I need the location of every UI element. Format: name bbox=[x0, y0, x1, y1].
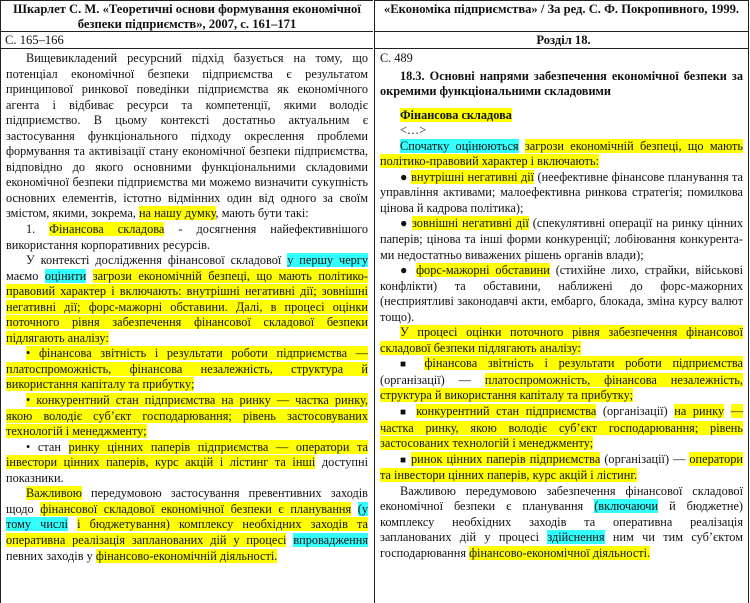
highlight-cyan: Спочатку оцінюються bbox=[400, 138, 519, 153]
bullet-square-icon: ■ bbox=[400, 359, 414, 371]
right-column bbox=[374, 0, 749, 603]
right-square-1: ■ фінансова звітність і результати роботи підприємства (організації) — платоспроможність, фінансова незалежність, структура й використання капіталу та прибутку; bbox=[380, 356, 743, 403]
right-page-ref: С. 489 bbox=[380, 51, 413, 65]
right-bullet-3: ● форс-мажорні обставини (стихійне лихо, страйки, військові конфлікти) та обставини, наближені до форс-мажорних (несприятливі законодавчі акти, ембарго, блокада, зміна курсу валют тощо). bbox=[380, 263, 743, 324]
highlight: Фінансова складова bbox=[49, 222, 165, 237]
highlight-cyan: (у тому числі bbox=[6, 501, 368, 532]
right-subsection-title: 18.3. Основні напрями забезпечення економічної безпеки за окремими функціональними складовими bbox=[380, 68, 743, 99]
right-square-2: ■ конкурентний стан підприємства (організації) на ринку — частка ринку, якою володіє суб’єкт господарювання; рівень застосованих технологій і менеджменту; bbox=[380, 404, 744, 451]
left-bullet-3: • стан ринку цінних паперів підприємства — оператори та інвестори цінних паперів, курс акцій і лістинг та інші доступні показники. bbox=[6, 439, 369, 485]
left-bullet-1: • фінансова звітність і результати роботи підприємства — платоспроможність, фінансова незалежність, структура й використання капіталу та прибутку; bbox=[6, 346, 368, 392]
left-paragraph-3: Важливою передумовою застосування превентивних заходів щодо фінансової складової економічної безпеки є планування (у тому числі і бюджетування) комплексу необхідних заходів та оперативна реалізація запланованих дій у процесі впровадження певних заходів у фінансово-економічній діяльності. bbox=[6, 486, 368, 563]
bullet-square-icon: ■ bbox=[400, 407, 410, 419]
left-column bbox=[0, 0, 373, 603]
left-paragraph-1: Вищевикладений ресурсний підхід базується на тому, що потенціал економічної безпеки підприємства є результатом принципової ринкової поведінки підприємства як економічного агента і відбиває ресурси та компетенції, якими володіє підприємство. В цьому контексті достатньо актуальним є застосування функціонального підходу окреслення проблеми формування та активізації стану економічної безпеки підприємства, відповідно до якого основними функціональними складовими економічної безпеки підприємства ми можемо визначити сукупність основних елементів, істотно відмінних один від одного за своїм змістом, якими, зокрема, на нашу думку, мають бути такі: bbox=[6, 51, 368, 221]
highlight-cyan: (включаючи bbox=[594, 499, 659, 514]
right-paragraph-3: Важливою передумовою забезпечення фінансової складової економічної безпеки є планування (включаючи й бюджетне) комплексу необхідних заходів та оперативна реалізація запланованих дій у процесі здійснення ним чи тим суб’єктом господарювання фінансово-економічної діяльності. bbox=[380, 483, 744, 560]
left-page-ref: С. 165–166 bbox=[1, 32, 373, 49]
highlight-cyan: оцінити bbox=[44, 268, 87, 283]
bullet-dot-icon: ● bbox=[400, 169, 408, 184]
right-ellipsis: <…> bbox=[400, 123, 427, 138]
left-source-header: Шкарлет С. М. «Теоретичні основи формування економічної безпеки підприємств», 2007, с. 161–171 bbox=[1, 0, 373, 32]
bullet-dot-icon: ● bbox=[400, 216, 409, 231]
highlight: загрози економічній безпеці, що мають політико-правовий характер і включають: bbox=[380, 138, 743, 169]
left-item-1: 1. Фінансова складова - досягнення найефективнішого використання корпоративних ресурсів. bbox=[6, 222, 369, 252]
right-bullet-2: ● зовнішні негативні дії (спекулятивні операції на ринку цінних паперів; цінова та інші форми конкуренції; лобіювання конкурента-ми недостатньо виважених рішень органів влади); bbox=[380, 216, 743, 262]
right-section-ref: Розділ 18. bbox=[375, 32, 748, 49]
highlight-cyan: впровадження bbox=[293, 532, 368, 547]
right-fin-title: Фінансова складова bbox=[400, 107, 512, 122]
highlight: ринку цінних паперів підприємства — оператори та інвестори цінних паперів, курс акцій і лістинг та інші bbox=[6, 439, 369, 470]
right-bullet-1: ● внутрішні негативні дії (неефективне фінансове планування та управління активами; малоефективна ринкова стратегія; помилкова цінова й кадрова політика); bbox=[380, 169, 744, 215]
highlight: на нашу думку bbox=[138, 206, 216, 221]
left-body bbox=[1, 49, 373, 564]
highlight-cyan: у першу чергу bbox=[287, 253, 368, 268]
right-body bbox=[375, 49, 748, 562]
left-paragraph-2: У контексті дослідження фінансової складової у першу чергу маємо оцінити загрози економічній безпеці, що мають політико-правовий характер і включають: внутрішні негативні дії; зовнішні негативні дії; форс-мажорні обставини. Далі, в процесі оцінки поточного рівня забезпечення фінансової складової безпеки підлягають аналізу: bbox=[6, 253, 369, 345]
bullet-dot-icon: ● bbox=[400, 263, 411, 278]
right-source-header: «Економіка підприємства» / За ред. С. Ф. Покропивного, 1999. bbox=[375, 0, 748, 32]
bullet-square-icon: ■ bbox=[400, 454, 407, 466]
left-bullet-2: • конкурентний стан підприємства на ринку — частка ринку, якою володіє суб’єкт господарювання; рівень застосовуваних технологій і менеджменту; bbox=[6, 393, 368, 439]
right-paragraph-1 bbox=[380, 139, 743, 170]
right-paragraph-2: У процесі оцінки поточного рівня забезпечення фінансової складової безпеки підлягають аналізу: bbox=[380, 325, 743, 355]
highlight: загрози економічній безпеці, що мають політико-правовий характер і включають: внутрішні негативні дії; зовнішні негативні дії; форс-мажорні обставини. Далі, в процесі оцінки поточного рівня забезпечення фінансової складової безпеки підлягають аналізу: bbox=[6, 268, 369, 345]
right-square-3: ■ ринок цінних паперів підприємства (організації) — оператори та інвестори цінних паперів, курс акцій і лістинг. bbox=[380, 451, 743, 483]
highlight-cyan: здійснення bbox=[547, 530, 605, 545]
